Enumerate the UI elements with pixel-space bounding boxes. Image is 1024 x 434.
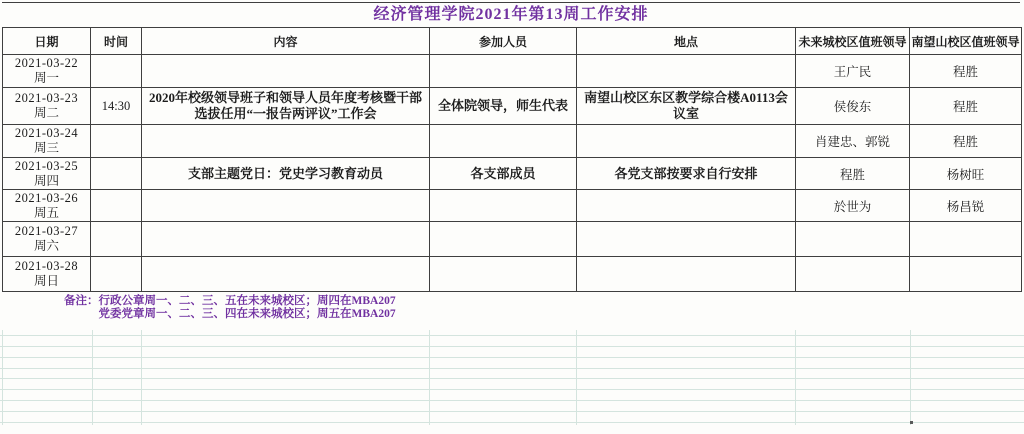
gridline-horizontal [0, 422, 1024, 423]
date-text: 2021-03-24 [14, 126, 79, 140]
header-row [3, 28, 1022, 55]
header-future-city-leader[interactable]: 未来城校区值班领导 [796, 28, 910, 55]
table-row-sun [3, 257, 1022, 292]
cell-participants[interactable] [430, 125, 577, 158]
gridline-horizontal [0, 411, 1024, 412]
cell-future-city-leader[interactable]: 肖建忠、郭锐 [796, 125, 910, 158]
date-text: 2021-03-27 [14, 224, 79, 238]
gridline-vertical [92, 330, 93, 425]
cell-date[interactable] [3, 158, 91, 190]
header-content[interactable]: 内容 [142, 28, 430, 55]
remarks-label: 备注： [64, 295, 99, 307]
weekday-text: 周五 [33, 205, 59, 220]
cell-future-city-leader[interactable] [796, 257, 910, 292]
gridline-horizontal [0, 378, 1024, 379]
gridline-horizontal [0, 357, 1024, 358]
header-participants[interactable]: 参加人员 [430, 28, 577, 55]
remarks-line-2: 党委党章周一、二、三、四在未来城校区；周五在MBA207 [98, 307, 396, 320]
header-time[interactable]: 时间 [91, 28, 142, 55]
cell-future-city-leader[interactable]: 程胜 [796, 158, 910, 190]
table-row-wed [3, 125, 1022, 158]
gridline-horizontal [0, 335, 1024, 336]
date-text: 2021-03-23 [14, 91, 79, 105]
gridline-vertical [910, 330, 911, 425]
cell-time[interactable] [91, 222, 142, 257]
page-title: 经济管理学院2021年第13周工作安排 [373, 6, 649, 23]
cell-content[interactable] [142, 222, 430, 257]
cell-nanwangshan-leader[interactable] [910, 222, 1022, 257]
weekday-text: 周四 [33, 173, 59, 188]
cell-content[interactable] [142, 190, 430, 222]
schedule-table [2, 27, 1022, 292]
gridline-vertical [429, 330, 430, 425]
cell-date[interactable] [3, 222, 91, 257]
cell-date[interactable] [3, 55, 91, 88]
table-row-mon [3, 55, 1022, 88]
gridline-vertical [2, 330, 3, 425]
weekday-text: 周日 [33, 274, 59, 288]
date-text: 2021-03-22 [14, 56, 79, 70]
cell-nanwangshan-leader[interactable]: 程胜 [910, 88, 1022, 125]
cell-participants[interactable] [430, 190, 577, 222]
date-text: 2021-03-28 [14, 259, 79, 273]
cell-nanwangshan-leader[interactable]: 程胜 [910, 55, 1022, 88]
cell-nanwangshan-leader[interactable]: 杨树旺 [910, 158, 1022, 190]
cell-time[interactable] [91, 55, 142, 88]
cell-nanwangshan-leader[interactable] [910, 257, 1022, 292]
remarks[interactable] [64, 295, 396, 320]
cell-date[interactable] [3, 125, 91, 158]
cell-content[interactable]: 支部主题党日：党史学习教育动员 [142, 158, 430, 190]
cell-location[interactable]: 南望山校区东区教学综合楼A0113会议室 [577, 88, 796, 125]
cell-location[interactable] [577, 222, 796, 257]
header-date[interactable]: 日期 [3, 28, 91, 55]
gridline-horizontal [0, 389, 1024, 390]
cell-future-city-leader[interactable]: 王广民 [796, 55, 910, 88]
gridline-vertical [795, 330, 796, 425]
cell-location[interactable] [577, 190, 796, 222]
cell-date[interactable] [3, 88, 91, 125]
table-row-tue [3, 88, 1022, 125]
cell-nanwangshan-leader[interactable]: 程胜 [910, 125, 1022, 158]
stray-mark [910, 421, 913, 424]
weekday-text: 周六 [33, 239, 59, 253]
cell-content[interactable] [142, 125, 430, 158]
cell-participants[interactable]: 各支部成员 [430, 158, 577, 190]
cell-location[interactable] [577, 55, 796, 88]
cell-location[interactable] [577, 257, 796, 292]
table-row-fri [3, 190, 1022, 222]
date-text: 2021-03-26 [14, 190, 79, 205]
gridline-vertical [141, 330, 142, 425]
cell-location[interactable]: 各党支部按要求自行安排 [577, 158, 796, 190]
gridline-horizontal [0, 346, 1024, 347]
cell-future-city-leader[interactable]: 於世为 [796, 190, 910, 222]
cell-content[interactable] [142, 55, 430, 88]
cell-content[interactable] [142, 257, 430, 292]
gridline-horizontal [0, 400, 1024, 401]
cell-time[interactable]: 14:30 [91, 88, 142, 125]
cell-participants[interactable]: 全体院领导，师生代表 [430, 88, 577, 125]
header-nanwangshan-leader[interactable]: 南望山校区值班领导 [910, 28, 1022, 55]
cell-time[interactable] [91, 125, 142, 158]
cell-content[interactable]: 2020年校级领导班子和领导人员年度考核暨干部选拔任用“一报告两评议”工作会 [142, 88, 430, 125]
weekday-text: 周三 [33, 141, 59, 155]
cell-future-city-leader[interactable]: 侯俊东 [796, 88, 910, 125]
date-text: 2021-03-25 [14, 158, 79, 173]
cell-participants[interactable] [430, 222, 577, 257]
table-row-sat [3, 222, 1022, 257]
cell-nanwangshan-leader[interactable]: 杨昌锐 [910, 190, 1022, 222]
remarks-line-1: 行政公章周一、二、三、五在未来城校区；周四在MBA207 [98, 295, 396, 307]
cell-time[interactable] [91, 257, 142, 292]
cell-participants[interactable] [430, 55, 577, 88]
cell-time[interactable] [91, 190, 142, 222]
cell-participants[interactable] [430, 257, 577, 292]
cell-time[interactable] [91, 158, 142, 190]
weekday-text: 周二 [33, 106, 59, 120]
header-location[interactable]: 地点 [577, 28, 796, 55]
cell-future-city-leader[interactable] [796, 222, 910, 257]
cell-date[interactable] [3, 257, 91, 292]
gridline-horizontal [0, 368, 1024, 369]
gridline-vertical [576, 330, 577, 425]
cell-location[interactable] [577, 125, 796, 158]
weekday-text: 周一 [33, 71, 59, 85]
table-row-thu [3, 158, 1022, 190]
cell-date[interactable] [3, 190, 91, 222]
